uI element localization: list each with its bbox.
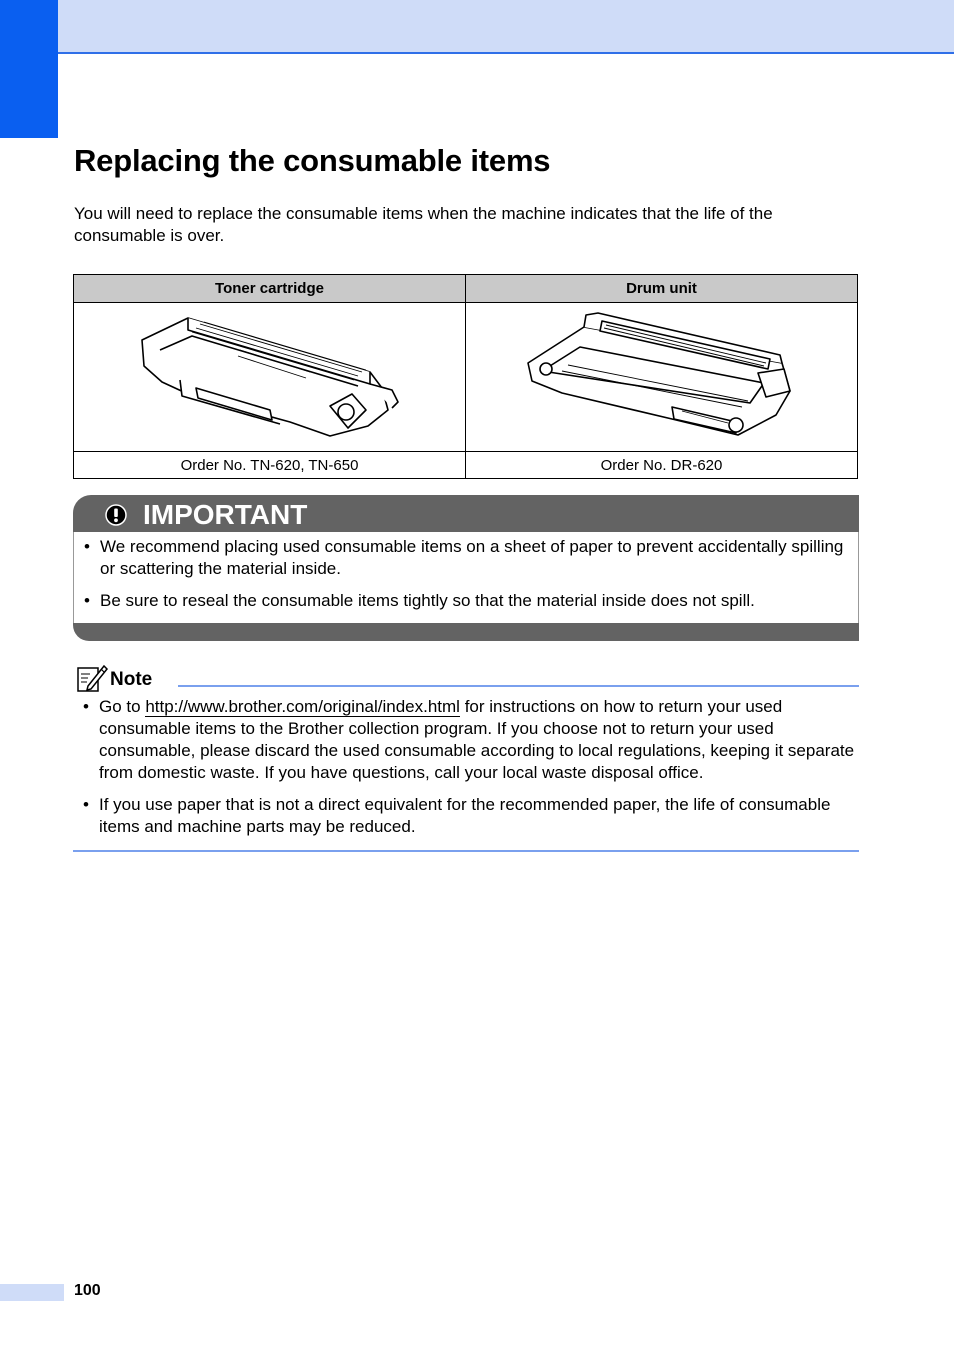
note-title: Note <box>110 669 153 690</box>
important-body <box>73 532 859 623</box>
note-header <box>76 662 859 694</box>
toner-cartridge-illustration <box>130 310 410 440</box>
header-toner: Toner cartridge <box>74 275 466 303</box>
bullet-mark: • <box>84 537 90 556</box>
drum-image-cell <box>466 303 858 452</box>
note-list <box>73 696 859 838</box>
toner-image-cell <box>74 303 466 452</box>
important-header-bar <box>73 495 859 532</box>
drum-unit-illustration <box>522 307 802 443</box>
toner-order-number: Order No. TN-620, TN-650 <box>74 452 466 479</box>
page-title: Replacing the consumable items <box>74 143 551 178</box>
note-item-suffix: for instructions on how to return your used consumable items to the Brother collection program. If you choose not to return your used consumable, please discard the used consumable according to local regulations, keeping it separate from domestic waste. If you have questions, call your local waste disposal office. <box>99 697 855 782</box>
list-item <box>74 590 854 612</box>
intro-paragraph: You will need to replace the consumable items when the machine indicates that the life of the consumable is over. <box>74 204 773 245</box>
list-item <box>73 794 859 838</box>
page-number-bar <box>0 1284 64 1301</box>
note-body <box>73 696 859 848</box>
note-pencil-icon <box>76 662 108 694</box>
drum-order-number: Order No. DR-620 <box>466 452 858 479</box>
bullet-mark: • <box>83 697 89 716</box>
important-title: IMPORTANT <box>143 499 308 530</box>
important-item-text: Be sure to reseal the consumable items tightly so that the material inside does not spill. <box>100 591 755 610</box>
note-item-text: If you use paper that is not a direct equivalent for the recommended paper, the life of consumable items and machine parts may be reduced. <box>99 795 831 836</box>
list-item <box>73 696 859 784</box>
page-number: 100 <box>74 1282 101 1299</box>
important-footer-bar <box>73 623 859 641</box>
chapter-tab <box>0 0 58 138</box>
important-list <box>74 536 854 622</box>
note-item-prefix: Go to <box>99 697 146 716</box>
exclamation-icon <box>105 504 127 526</box>
bullet-mark: • <box>83 795 89 814</box>
header-drum: Drum unit <box>466 275 858 303</box>
important-item-text: We recommend placing used consumable items on a sheet of paper to prevent accidentally spilling or scattering the material inside. <box>100 537 844 578</box>
brother-recycling-link[interactable]: http://www.brother.com/original/index.html <box>145 697 460 716</box>
bullet-mark: • <box>84 591 90 610</box>
list-item <box>74 536 854 580</box>
note-bottom-rule <box>73 850 859 852</box>
consumables-table <box>73 274 858 479</box>
note-rule <box>178 685 859 687</box>
header-band <box>0 0 954 54</box>
